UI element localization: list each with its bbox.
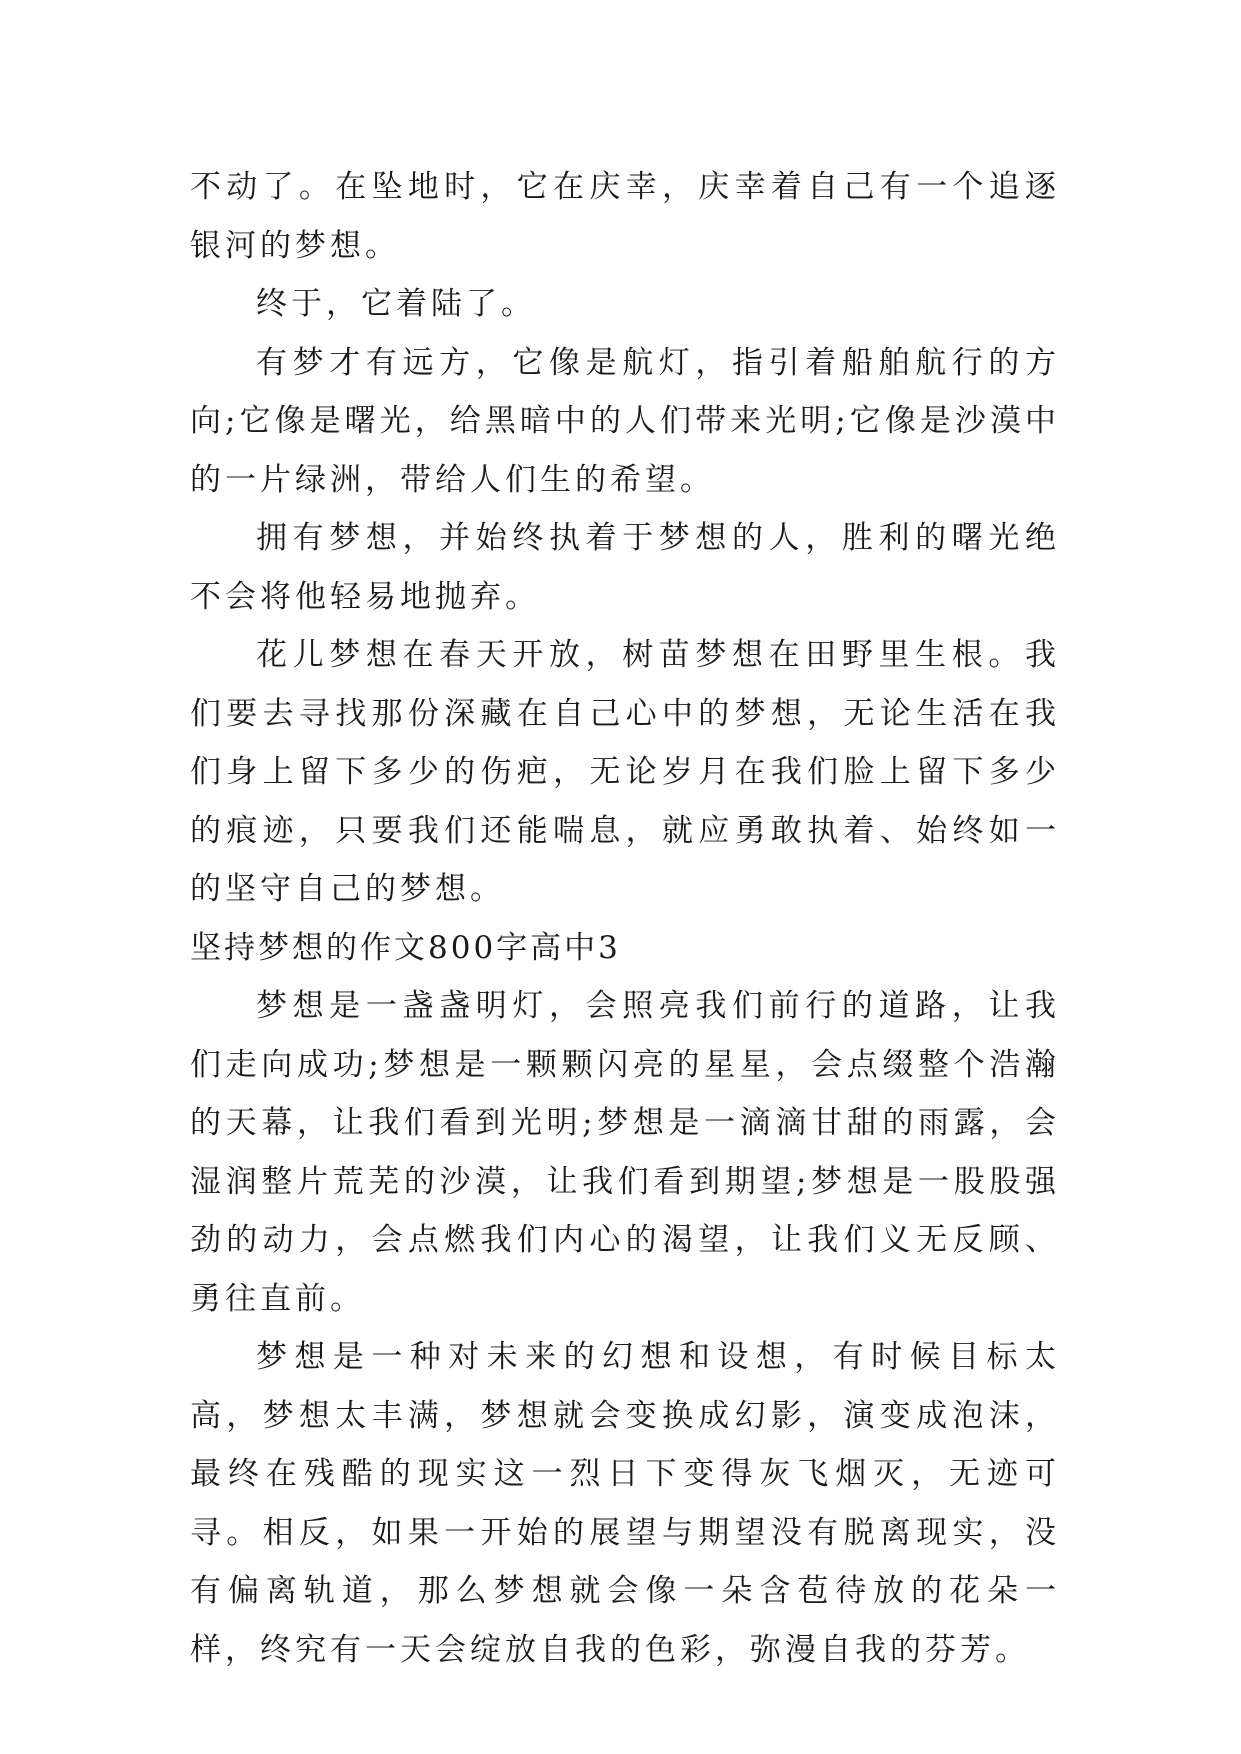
paragraph-1: 不动了。在坠地时，它在庆幸，庆幸着自己有一个追逐银河的梦想。 — [190, 169, 1060, 264]
section-paragraph-2: 梦想是一种对未来的幻想和设想，有时候目标太高，梦想太丰满，梦想就会变换成幻影，演变成泡沫，最终在残酷的现实这一烈日下变得灰飞烟灭，无迹可寻。相反，如果一开始的展望与期望没有脱离现实，没有偏离轨道，那么梦想就会像一朵含苞待放的花朵一样，终究有一天会绽放自我的色彩，弥漫自我的芬芳。 — [190, 1339, 1060, 1668]
section-paragraph-1: 梦想是一盏盏明灯，会照亮我们前行的道路，让我们走向成功;梦想是一颗颗闪亮的星星，会点缀整个浩瀚的天幕，让我们看到光明;梦想是一滴滴甘甜的雨露，会湿润整片荒芜的沙漠，让我们看到期望;梦想是一股股强劲的动力，会点燃我们内心的渴望，让我们义无反顾、勇往直前。 — [190, 988, 1060, 1317]
paragraph-2: 终于，它着陆了。 — [256, 286, 536, 322]
paragraph-3: 有梦才有远方，它像是航灯，指引着船舶航行的方向;它像是曙光，给黑暗中的人们带来光明;它像是沙漠中的一片绿洲，带给人们生的希望。 — [190, 344, 1060, 498]
section-heading: 坚持梦想的作文800字高中3 — [190, 929, 621, 966]
paragraph-4: 拥有梦想，并始终执着于梦想的人，胜利的曙光绝不会将他轻易地抛弃。 — [190, 520, 1060, 615]
paragraph-5: 花儿梦想在春天开放，树苗梦想在田野里生根。我们要去寻找那份深藏在自己心中的梦想，无论生活在我们身上留下多少的伤疤，无论岁月在我们脸上留下多少的痕迹，只要我们还能喘息，就应勇敢执着、始终如一的坚守自己的梦想。 — [190, 637, 1060, 907]
document-page — [190, 158, 1060, 1679]
